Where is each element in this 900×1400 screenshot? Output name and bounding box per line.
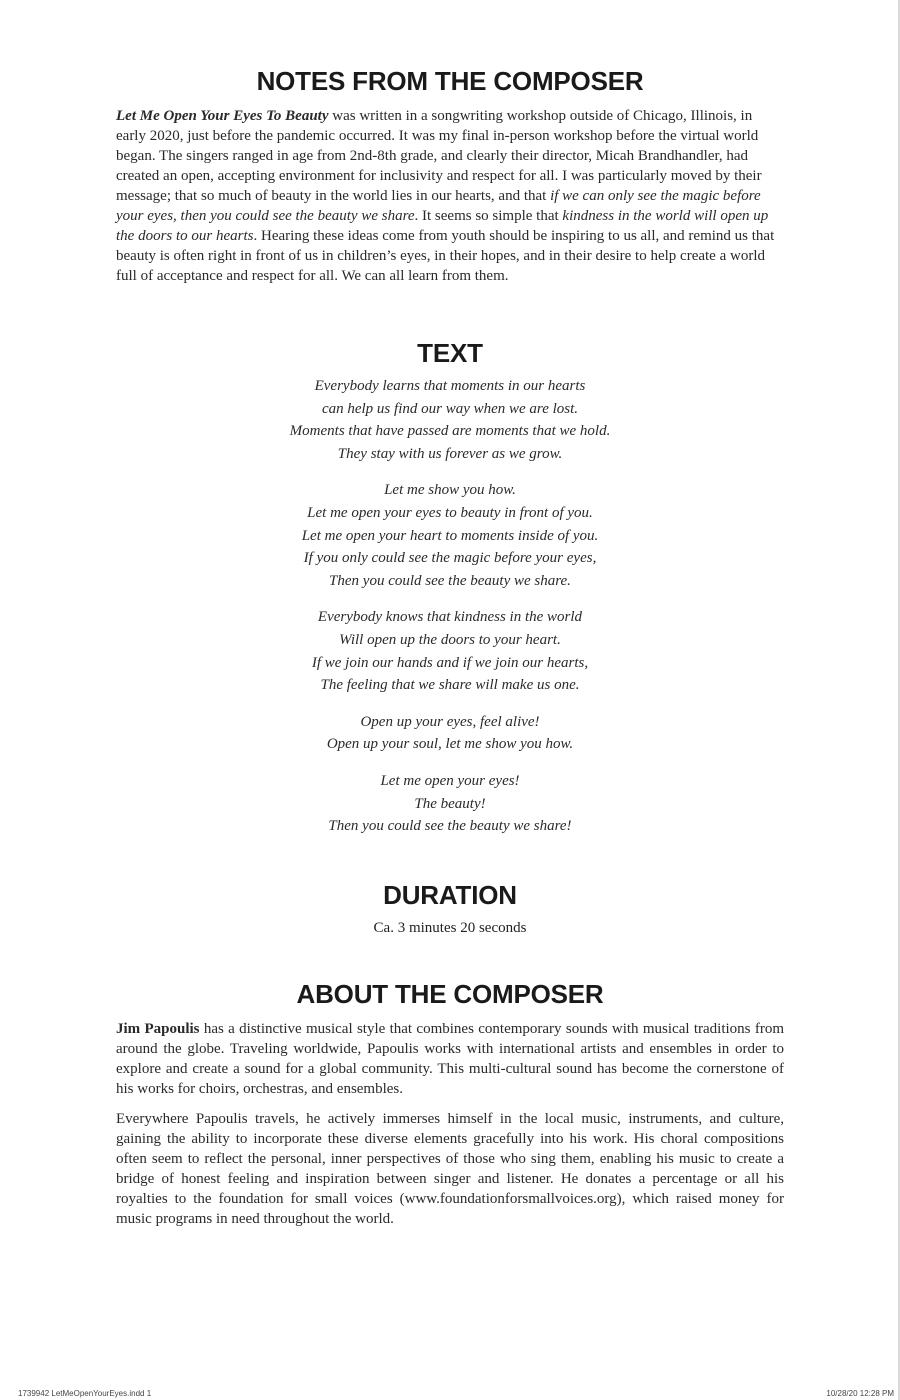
lyric-line: If we join our hands and if we join our hearts, — [311, 654, 589, 671]
notes-text-part2: . It seems so simple that — [414, 208, 563, 224]
lyric-line: Everybody knows that kindness in the world — [317, 609, 583, 626]
song-title: Let Me Open Your Eyes To Beauty — [116, 108, 329, 124]
notes-text-part1: was written in a songwriting workshop outside of Chicago, Illinois, in early 2020, just before the pandemic occurred. It was my final in-person workshop before the virtual world began. The singers ranged in age from 2nd-8th grade, and clearly their director, Micah Brandhandler, had created an open, accepting environment for inclusivity and respect for all. I was particularly moved by their message; that so much of beauty in the world lies in our hearts, and that — [116, 108, 762, 204]
text-heading: TEXT — [417, 338, 483, 368]
lyric-line: Open up your soul, let me show you how. — [326, 736, 574, 753]
about-paragraph-1-text: has a distinctive musical style that combines contemporary sounds with musical traditions from around the globe. Traveling worldwide, Papoulis works with international artists and ensembles in order to explore and create a sound for a global community. This multi-cultural sound has become the cornerstone of his works for choirs, orchestras, and ensembles. — [116, 1021, 784, 1097]
lyric-stanza — [0, 770, 900, 838]
lyric-line: Let me open your heart to moments inside of you. — [301, 527, 599, 544]
lyric-line: Everybody learns that moments in our hearts — [314, 378, 586, 394]
lyric-line: The feeling that we share will make us one. — [320, 677, 580, 694]
duration-heading: DURATION — [383, 880, 517, 910]
lyric-line: Moments that have passed are moments that we hold. — [289, 423, 611, 440]
notes-quote-2: kindness in the world will open up the doors to our hearts — [116, 208, 769, 244]
lyric-line: Then you could see the beauty we share! — [328, 818, 572, 835]
lyric-stanza — [0, 711, 900, 756]
footer-timestamp: 10/28/20 12:28 PM — [826, 1389, 894, 1398]
lyric-line: If you only could see the magic before your eyes, — [303, 550, 597, 567]
lyric-line: Let me open your eyes to beauty in front of you. — [307, 504, 593, 521]
about-paragraph-2: Everywhere Papoulis travels, he actively immerses himself in the local music, instruments, and culture, gaining the ability to incorporate these diverse elements gracefully into his work. His choral compositions often seem to reflect the personal, inner perspectives of those who sing them, enabling his music to create a bridge of honest feeling and inspiration between singer and listener. He donates a percentage or all his royalties to the foundation for small voices (www.foundationforsmallvoices.org), which raised money for music programs in need throughout the world. — [116, 1111, 784, 1227]
notes-paragraph — [116, 106, 784, 286]
about-paragraph-1 — [116, 1019, 784, 1099]
lyric-line: can help us find our way when we are lost. — [321, 400, 579, 417]
notes-text-part3: . Hearing these ideas come from youth should be inspiring to us all, and remind us that beauty is often right in front of us in children’s eyes, in their hopes, and in their desire to help create a world full of acceptance and respect for all. We can all learn from them. — [116, 228, 775, 284]
lyric-line: Then you could see the beauty we share. — [329, 572, 571, 589]
lyric-stanza — [0, 606, 900, 696]
about-heading: ABOUT THE COMPOSER — [296, 979, 604, 1009]
lyric-line: They stay with us forever as we grow. — [337, 445, 563, 462]
lyric-stanza — [0, 375, 900, 465]
lyric-line: Let me show you how. — [384, 482, 516, 499]
notes-quote-1: if we can only see the magic before your eyes, then you could see the beauty we share — [116, 188, 761, 224]
duration-value: Ca. 3 minutes 20 seconds — [373, 920, 527, 936]
lyric-stanza — [0, 479, 900, 592]
lyric-line: Let me open your eyes! — [380, 772, 520, 789]
lyric-line: Open up your eyes, feel alive! — [360, 713, 540, 730]
notes-heading: NOTES FROM THE COMPOSER — [256, 66, 644, 96]
lyric-line: The beauty! — [414, 795, 486, 812]
lyric-line: Will open up the doors to your heart. — [339, 631, 561, 648]
lyrics-block — [0, 375, 900, 838]
footer-file-info: 1739942 LetMeOpenYourEyes.indd 1 — [18, 1389, 152, 1398]
composer-name: Jim Papoulis — [116, 1021, 200, 1037]
